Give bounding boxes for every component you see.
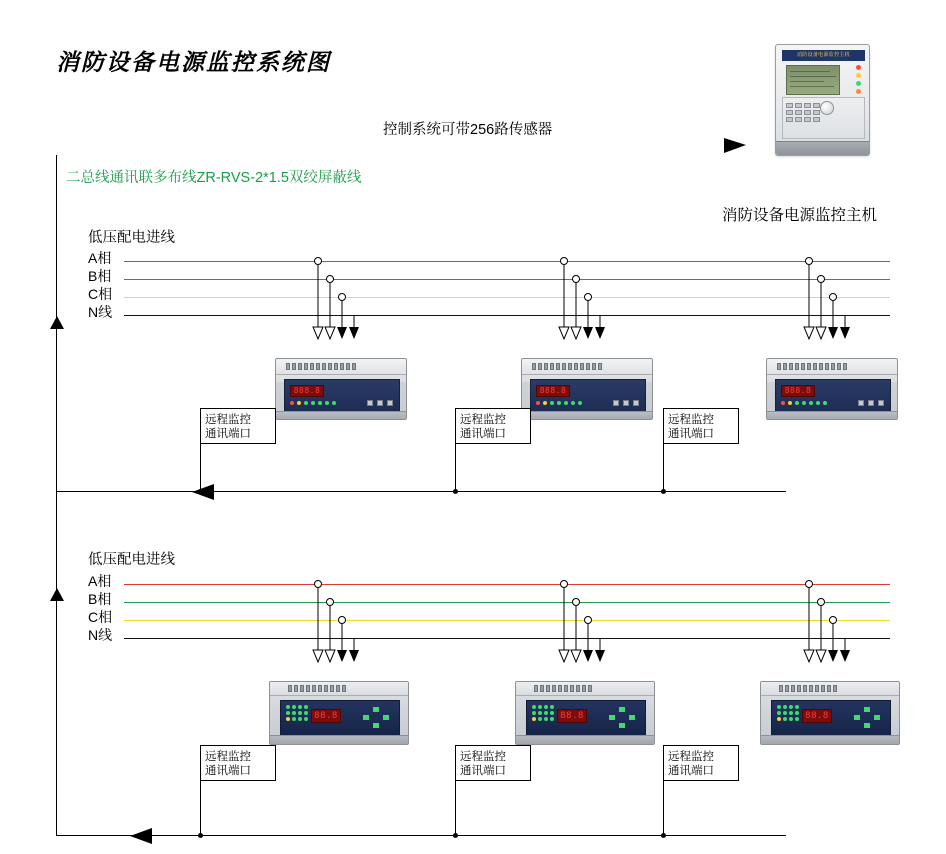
- host-caption: 消防设备电源监控主机: [722, 207, 878, 224]
- power-monitor-device: [760, 681, 900, 745]
- group-1-phase-b-line: [124, 279, 890, 280]
- group-1-phase-a-line: [124, 261, 890, 262]
- group-1-phase-b-label: B相: [88, 268, 112, 284]
- port-label-line1: 远程监控: [668, 751, 714, 763]
- remote-comm-port-box: [200, 745, 276, 781]
- junction-dot: [453, 833, 458, 838]
- group-1-phase-c-line: [124, 297, 890, 298]
- group-1-phase-c-label: C相: [88, 286, 113, 302]
- group-2-ct-drops-3: [791, 578, 861, 668]
- group-1-ct-drops-2: [546, 255, 616, 345]
- trunk-arrow-up-2: [50, 588, 64, 601]
- port-label-line2: 通讯端口: [460, 428, 506, 440]
- group-1-ct-drops-1: [300, 255, 370, 345]
- power-monitor-device: [515, 681, 655, 745]
- port-label-line2: 通讯端口: [668, 765, 714, 777]
- comm-drop-1-3: [663, 444, 664, 491]
- group-2-ct-drops-1: [300, 578, 370, 668]
- port-label-line1: 远程监控: [460, 751, 506, 763]
- junction-dot: [453, 489, 458, 494]
- bottom-return-arrow: [128, 827, 160, 845]
- group-2-phase-n-line: [124, 638, 890, 639]
- host-screen: [786, 65, 840, 95]
- device-lcd-value: 888.8: [293, 386, 321, 395]
- device-lcd-value: 888.8: [539, 386, 567, 395]
- comm-line-label: 二总线通讯联多布线ZR-RVS-2*1.5双绞屏蔽线: [66, 170, 362, 186]
- junction-dot: [661, 833, 666, 838]
- group-2-phase-n-label: N线: [88, 627, 113, 643]
- junction-dot: [198, 833, 203, 838]
- port-label-line2: 通讯端口: [668, 428, 714, 440]
- comm-drop-1-2: [455, 444, 456, 491]
- group-1-phase-n-label: N线: [88, 304, 113, 320]
- bus-capacity-label: 控制系统可带256路传感器: [383, 122, 553, 138]
- device-lcd-value: 88.8: [560, 711, 584, 721]
- host-keypad[interactable]: [786, 103, 820, 122]
- comm-line-arrowhead: [724, 136, 754, 160]
- device-lcd-value: 88.8: [805, 711, 829, 721]
- group-2-phase-b-label: B相: [88, 591, 112, 607]
- port-label-line1: 远程监控: [460, 414, 506, 426]
- power-monitor-device: [275, 358, 407, 420]
- group-1-phase-a-label: A相: [88, 250, 112, 266]
- host-status-leds: [856, 65, 861, 94]
- host-knob[interactable]: [820, 101, 834, 115]
- group-2-incoming-label: 低压配电进线: [88, 552, 175, 568]
- power-monitor-device: [766, 358, 898, 420]
- comm-drop-2-2: [455, 781, 456, 835]
- group-2-phase-c-line: [124, 620, 890, 621]
- group-2-phase-b-line: [124, 602, 890, 603]
- port-label-line2: 通讯端口: [205, 765, 251, 777]
- junction-dot: [661, 489, 666, 494]
- device-lcd-value: 88.8: [314, 711, 338, 721]
- bottom-return-line: [56, 835, 786, 836]
- remote-comm-port-box: [455, 745, 531, 781]
- group-1-ct-drops-3: [791, 255, 861, 345]
- device-lcd-value: 888.8: [784, 386, 812, 395]
- group-1-comm-arrow: [190, 483, 222, 501]
- port-label-line2: 通讯端口: [460, 765, 506, 777]
- comm-drop-2-1: [200, 781, 201, 835]
- remote-comm-port-box: [200, 408, 276, 444]
- remote-comm-port-box: [663, 745, 739, 781]
- comm-drop-2-3: [663, 781, 664, 835]
- group-2-phase-a-line: [124, 584, 890, 585]
- power-monitor-device: [269, 681, 409, 745]
- port-label-line1: 远程监控: [205, 751, 251, 763]
- group-2-ct-drops-2: [546, 578, 616, 668]
- remote-comm-port-box: [455, 408, 531, 444]
- page-title: 消防设备电源监控系统图: [56, 50, 331, 75]
- port-label-line1: 远程监控: [205, 414, 251, 426]
- remote-comm-port-box: [663, 408, 739, 444]
- junction-dot: [198, 489, 203, 494]
- left-trunk-vertical: [56, 155, 57, 835]
- group-1-incoming-label: 低压配电进线: [88, 230, 175, 246]
- group-2-phase-a-label: A相: [88, 573, 112, 589]
- port-label-line2: 通讯端口: [205, 428, 251, 440]
- group-1-comm-bus: [56, 491, 786, 492]
- power-monitor-device: [521, 358, 653, 420]
- host-header-text: 消防设备电源监控主机: [782, 50, 865, 61]
- port-label-line1: 远程监控: [668, 414, 714, 426]
- group-2-phase-c-label: C相: [88, 609, 113, 625]
- trunk-arrow-up-1: [50, 316, 64, 329]
- group-1-phase-n-line: [124, 315, 890, 316]
